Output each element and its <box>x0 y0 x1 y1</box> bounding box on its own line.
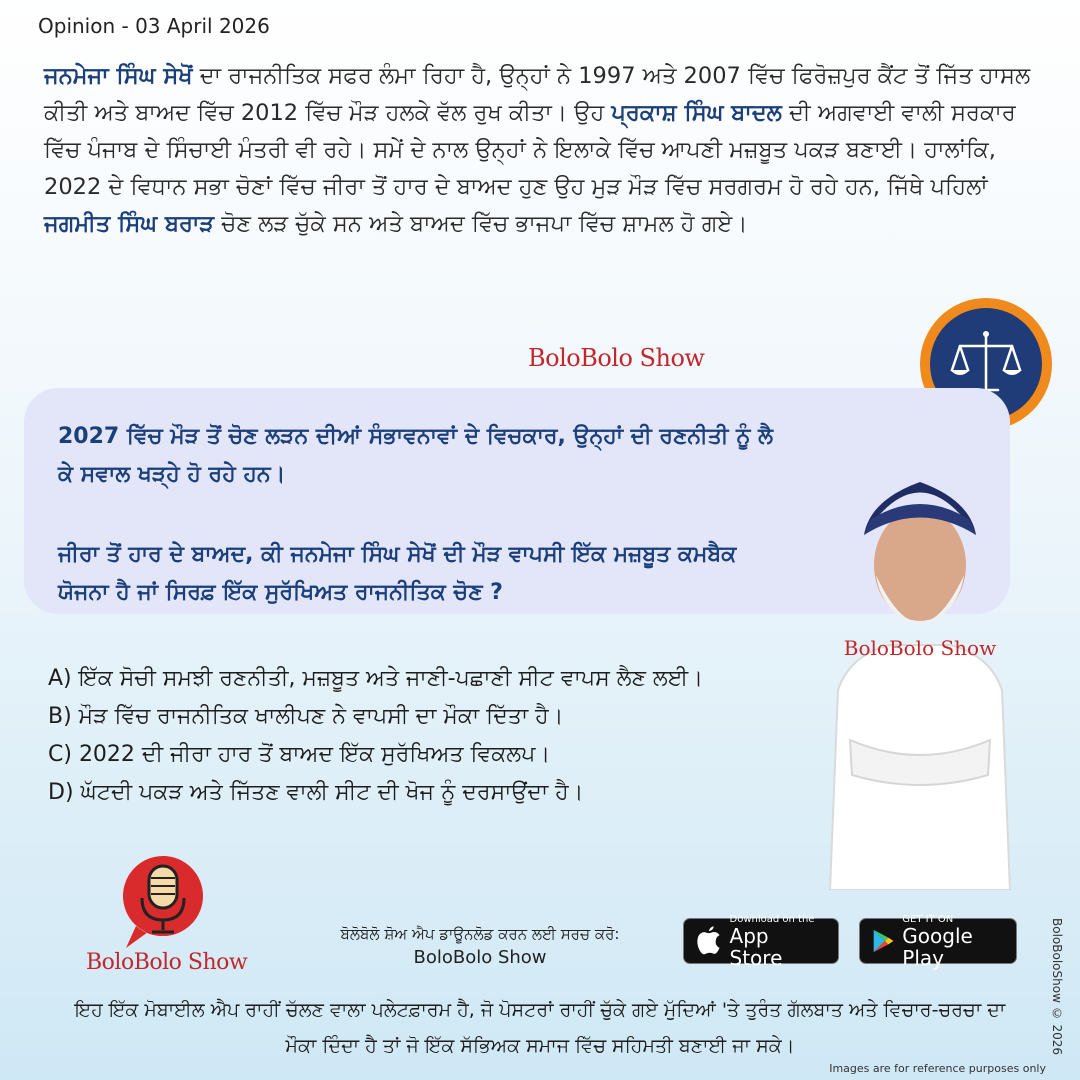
highlight-name-brar: ਜਗਮੀਤ ਸਿੰਘ ਬਰਾੜ <box>44 211 215 237</box>
search-instruction <box>300 922 660 970</box>
person-photo <box>820 440 1020 890</box>
search-prompt: ਬੋਲੋਬੋਲੋ ਸ਼ੋਅ ਐਪ ਡਾਊਨਲੋਡ ਕਰਨ ਲਈ ਸਰਚ ਕਰੋ: <box>340 925 620 943</box>
option-d[interactable]: D) ਘੱਟਦੀ ਪਕੜ ਅਤੇ ਜਿੱਤਣ ਵਾਲੀ ਸੀਟ ਦੀ ਖੋਜ ਨੂੰ ਦਰਸਾਉਂਦਾ ਹੈ। <box>48 780 584 805</box>
highlight-name-badal: ਪ੍ਰਕਾਸ਼ ਸਿੰਘ ਬਾਦਲ <box>611 100 782 126</box>
question-context: 2027 ਵਿੱਚ ਮੌੜ ਤੋਂ ਚੋਣ ਲੜਨ ਦੀਆਂ ਸੰਭਾਵਨਾਵਾਂ ਦੇ ਵਿਚਕਾਰ, ਉਨ੍ਹਾਂ ਦੀ ਰਣਨੀਤੀ ਨੂੰ ਲੈ ਕੇ ਸਵਾਲ ਖੜ੍ਹੇ ਹੋ ਰਹੇ ਹਨ। <box>58 424 773 487</box>
google-play-small-text: GET IT ON <box>902 913 954 925</box>
app-store-small-text: Download on the <box>729 913 815 925</box>
intro-text-3: ਚੋਣ ਲੜ ਚੁੱਕੇ ਸਨ ਅਤੇ ਬਾਅਦ ਵਿੱਚ ਭਾਜਪਾ ਵਿੱਚ ਸ਼ਾਮਲ ਹੋ ਗਏ। <box>214 211 748 237</box>
disclaimer-text: Images are for reference purposes only <box>829 1062 1046 1075</box>
intro-text-2: ਦੀ ਅਗਵਾਈ ਵਾਲੀ ਸਰਕਾਰ ਵਿੱਚ ਪੰਜਾਬ ਦੇ ਸਿੰਚਾਈ ਮੰਤਰੀ ਵੀ ਰਹੇ। ਸਮੇਂ ਦੇ ਨਾਲ ਉਨ੍ਹਾਂ ਨੇ ਇਲਾਕੇ ਵਿੱਚ ਆਪਣੀ ਮਜ਼ਬੂਤ ਪਕੜ ਬਣਾਈ। ਹਾਲਾਂਕਿ, 2022 ਦੇ ਵਿਧਾਨ ਸਭਾ ਚੋਣਾਂ ਵਿੱਚ ਜੀਰਾ ਤੋਂ ਹਾਰ ਦੇ ਬਾਅਦ ਹੁਣ ਉਹ ਮੁੜ ਮੌੜ ਵਿੱਚ ਸਰਗਰਮ ਹੋ ਰਹੇ ਹਨ, ਜਿੱਥੇ ਪਹਿਲਾਂ <box>44 100 1016 200</box>
options-list <box>48 660 808 812</box>
platform-description: ਇਹ ਇੱਕ ਮੋਬਾਈਲ ਐਪ ਰਾਹੀਂ ਚੱਲਣ ਵਾਲਾ ਪਲੇਟਫ਼ਾਰਮ ਹੈ, ਜੋ ਪੋਸਟਰਾਂ ਰਾਹੀਂ ਚੁੱਕੇ ਗਏ ਮੁੱਦਿਆਂ 'ਤੇ ਤੁਰੰਤ ਗੱਲਬਾਤ ਅਤੇ ਵਿਚਾਰ-ਚਰਚਾ ਦਾ ਮੌਕਾ ਦਿੰਦਾ ਹੈ ਤਾਂ ਜੋ ਇੱਕ ਸੱਭਿਅਕ ਸਮਾਜ ਵਿੱਚ ਸਹਿਮਤੀ ਬਣਾਈ ਜਾ ਸਕੇ। <box>74 999 1006 1057</box>
brand-logo-text: BoloBolo Show <box>528 344 705 372</box>
google-play-icon <box>872 927 894 955</box>
copyright-text: BoloBoloShow © 2026 <box>1050 918 1064 1056</box>
question-text: ਜੀਰਾ ਤੋਂ ਹਾਰ ਦੇ ਬਾਅਦ, ਕੀ ਜਨਮੇਜਾ ਸਿੰਘ ਸੇਖੋਂ ਦੀ ਮੌੜ ਵਾਪਸੀ ਇੱਕ ਮਜ਼ਬੂਤ ਕਮਬੈਕ ਯੋਜਨਾ ਹੈ ਜਾਂ ਸਿਰਫ਼ ਇੱਕ ਸੁਰੱਖਿਅਤ ਰਾਜਨੀਤਿਕ ਚੋਣ ? <box>58 542 737 605</box>
person-brand-text: BoloBolo Show <box>843 636 997 660</box>
microphone-icon <box>118 852 208 952</box>
intro-text-1: ਦਾ ਰਾਜਨੀਤਿਕ ਸਫਰ ਲੰਮਾ ਰਿਹਾ ਹੈ, ਉਨ੍ਹਾਂ ਨੇ 1997 ਅਤੇ 2007 ਵਿੱਚ ਫਿਰੋਜ਼ਪੁਰ ਕੈਂਟ ਤੋਂ ਜਿੱਤ ਹਾਸਲ ਕੀਤੀ ਅਤੇ ਬਾਅਦ ਵਿੱਚ 2012 ਵਿੱਚ ਮੌੜ ਹਲਕੇ ਵੱਲ ਰੁਖ ਕੀਤਾ। ਉਹ <box>44 63 1031 126</box>
option-a[interactable]: A) ਇੱਕ ਸੋਚੀ ਸਮਝੀ ਰਣਨੀਤੀ, ਮਜ਼ਬੂਤ ਅਤੇ ਜਾਣੀ-ਪਛਾਣੀ ਸੀਟ ਵਾਪਸ ਲੈਣ ਲਈ। <box>48 666 704 691</box>
option-c[interactable]: C) 2022 ਦੀ ਜੀਰਾ ਹਾਰ ਤੋਂ ਬਾਅਦ ਇੱਕ ਸੁਰੱਖਿਅਤ ਵਿਕਲਪ। <box>48 742 551 767</box>
brand-bottom-text: BoloBolo Show <box>86 950 248 975</box>
option-b[interactable]: B) ਮੌੜ ਵਿੱਚ ਰਾਜਨੀਤਿਕ ਖਾਲੀਪਣ ਨੇ ਵਾਪਸੀ ਦਾ ਮੌਕਾ ਦਿੱਤਾ ਹੈ। <box>48 704 564 729</box>
google-play-big-text: Google Play <box>902 923 973 970</box>
date-line: Opinion - 03 April 2026 <box>38 14 270 38</box>
highlight-name-sekhon: ਜਨਮੇਜਾ ਸਿੰਘ ਸੇਖੋਂ <box>44 63 193 89</box>
app-store-big-text: App Store <box>729 923 783 970</box>
search-term: BoloBolo Show <box>413 947 547 968</box>
google-play-button[interactable] <box>859 913 1017 970</box>
intro-paragraph <box>44 58 1044 243</box>
app-store-button[interactable] <box>683 913 839 970</box>
apple-icon <box>696 926 722 956</box>
